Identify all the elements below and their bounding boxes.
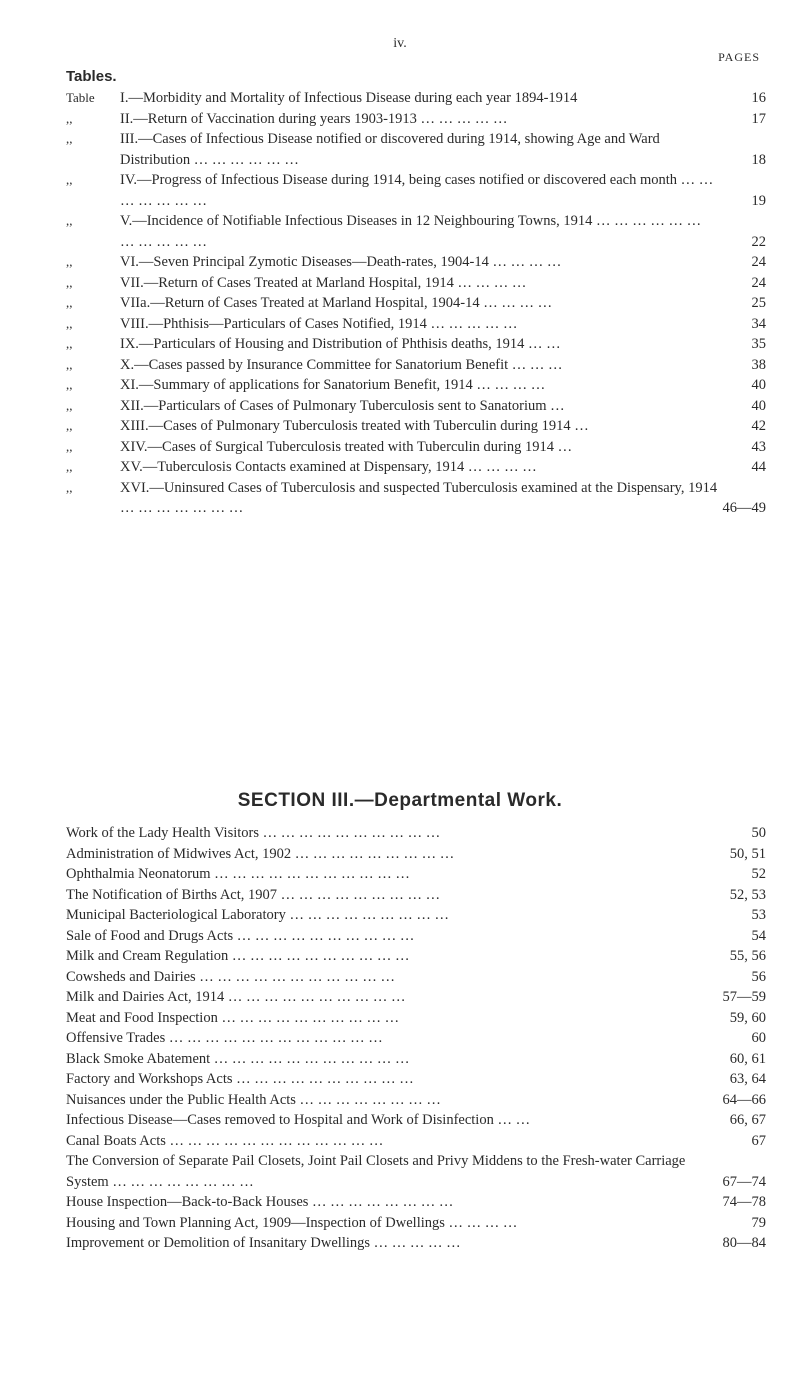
table-row [66, 170, 766, 211]
section-entry [66, 967, 766, 988]
section-list [66, 823, 766, 1254]
table-title: V.—Incidence of Notifiable Infectious Diseases in 12 Neighbouring Towns, 1914 … … … … … … … … … … … [120, 213, 702, 250]
section-entry-title: Milk and Cream Regulation … … … … … … … … … … [66, 948, 410, 964]
table-prefix: ,, [66, 315, 73, 331]
section-entry-page: 74—78 [722, 1194, 766, 1210]
section-entry-title: Canal Boats Acts … … … … … … … … … … … … [66, 1132, 384, 1149]
table-row [66, 211, 766, 252]
section-entry [66, 987, 766, 1008]
table-page: 18 [751, 151, 766, 168]
table-title: VIII.—Phthisis—Particulars of Cases Notified, 1914 … … … … … [120, 315, 518, 332]
table-row [66, 457, 766, 478]
table-row [66, 293, 766, 314]
table-page: 22 [751, 233, 766, 250]
table-row [66, 355, 766, 376]
section-heading: SECTION III.—Departmental Work. [237, 790, 563, 811]
section-entry-title: Black Smoke Abatement … … … … … … … … … … … [66, 1050, 410, 1067]
section-entry-title: Improvement or Demolition of Insanitary Dwellings … … … … … [66, 1235, 461, 1251]
table-title: VI.—Seven Principal Zymotic Diseases—Death-rates, 1904-14 … … … … [120, 254, 562, 270]
table-page: 46—49 [722, 500, 766, 516]
section-entry-page: 60, 61 [729, 1050, 766, 1067]
table-row [66, 334, 766, 355]
table-title: VIIa.—Return of Cases Treated at Marland Hospital, 1904-14 … … … … [120, 295, 553, 311]
table-title: XIV.—Cases of Surgical Tuberculosis treated with Tuberculin during 1914 … [120, 438, 573, 455]
table-prefix: ,, [66, 479, 73, 495]
table-row [66, 416, 766, 437]
table-prefix: ,, [66, 336, 73, 351]
section-entry [66, 1008, 766, 1029]
table-prefix: ,, [66, 459, 73, 474]
section-entry-title: Factory and Workshops Acts … … … … … … … … … … [66, 1071, 414, 1087]
tables-heading: Tables. [66, 68, 117, 85]
table-prefix: ,, [66, 356, 73, 372]
table-prefix: ,, [66, 131, 73, 146]
section-entry-page: 52 [751, 866, 766, 882]
table-row [66, 129, 766, 170]
table-prefix: ,, [66, 438, 73, 454]
section-entry [66, 1192, 766, 1213]
table-title: IV.—Progress of Infectious Disease during 1914, being cases notified or discovered each month … … … … … … … [120, 172, 714, 209]
table-row [66, 375, 766, 396]
table-page: 44 [751, 459, 766, 475]
section-entry-title: The Notification of Births Act, 1907 … … … … … … … … … [66, 886, 441, 903]
section-entry [66, 1213, 766, 1234]
table-row [66, 273, 766, 294]
section-entry-title: Cowsheds and Dairies … … … … … … … … … … … [66, 968, 396, 985]
section-entry [66, 1131, 766, 1152]
table-title: VII.—Return of Cases Treated at Marland Hospital, 1914 … … … … [120, 274, 527, 291]
section-entry [66, 1233, 766, 1254]
page-number: iv. [393, 36, 407, 51]
table-row [66, 437, 766, 458]
section-entry [66, 1110, 766, 1131]
table-title: IX.—Particulars of Housing and Distribution of Phthisis deaths, 1914 … … [120, 336, 561, 352]
table-prefix: ,, [66, 213, 73, 228]
section-entry-page: 64—66 [722, 1091, 766, 1108]
table-prefix: ,, [66, 418, 73, 433]
section-entry-title: Nuisances under the Public Health Acts … … … … … … … … [66, 1091, 441, 1108]
table-page: 35 [751, 336, 766, 352]
section-entry [66, 946, 766, 967]
section-entry-page: 56 [751, 968, 766, 985]
section-entry-title: Offensive Trades … … … … … … … … … … … … [66, 1030, 383, 1046]
section-entry-title: Municipal Bacteriological Laboratory … … … … … … … … … [66, 907, 449, 923]
section-entry [66, 1090, 766, 1111]
section-entry-title: Milk and Dairies Act, 1914 … … … … … … … … … … [66, 989, 406, 1005]
table-title: I.—Morbidity and Mortality of Infectious Disease during each year 1894-1914 [120, 90, 578, 106]
pages-column-heading: PAGES [718, 50, 760, 64]
table-prefix: ,, [66, 274, 73, 290]
table-row [66, 314, 766, 335]
table-row [66, 396, 766, 417]
table-page: 19 [751, 192, 766, 209]
table-prefix: ,, [66, 110, 73, 126]
table-row [66, 88, 766, 109]
section-entry-page: 55, 56 [729, 948, 766, 964]
table-title: XVI.—Uninsured Cases of Tuberculosis and suspected Tuberculosis examined at the Dispensary, 1914 … … … … … … … [120, 479, 718, 516]
table-page: 38 [751, 356, 766, 373]
section-entry [66, 885, 766, 906]
table-page: 42 [751, 418, 766, 434]
section-entry [66, 926, 766, 947]
section-entry-title: Administration of Midwives Act, 1902 … … … … … … … … … [66, 845, 455, 862]
section-entry-title: Housing and Town Planning Act, 1909—Inspection of Dwellings … … … … [66, 1214, 518, 1231]
section-entry-page: 50 [751, 825, 766, 841]
section-entry [66, 1069, 766, 1090]
table-prefix: Table [66, 90, 95, 105]
table-row [66, 109, 766, 130]
table-prefix: ,, [66, 377, 73, 392]
section-entry-title: The Conversion of Separate Pail Closets, Joint Pail Closets and Privy Middens to the Fresh-water Carriage System … … … … … … … … [66, 1153, 686, 1190]
section-entry [66, 1028, 766, 1049]
table-page: 40 [751, 377, 766, 393]
table-title: XII.—Particulars of Cases of Pulmonary Tuberculosis sent to Sanatorium … [120, 397, 565, 414]
section-entry-title: House Inspection—Back-to-Back Houses … … … … … … … … [66, 1194, 454, 1210]
table-title: XV.—Tuberculosis Contacts examined at Dispensary, 1914 … … … … [120, 459, 537, 475]
section-entry-page: 67—74 [722, 1173, 766, 1190]
section-entry [66, 1049, 766, 1070]
section-entry-title: Work of the Lady Health Visitors … … … … … … … … … … [66, 825, 441, 841]
section-entry-title: Meat and Food Inspection … … … … … … … … … … [66, 1009, 400, 1026]
table-page: 24 [751, 254, 766, 270]
tables-list [66, 88, 766, 519]
table-prefix: ,, [66, 397, 73, 413]
section-entry [66, 844, 766, 865]
section-entry-page: 79 [751, 1214, 766, 1231]
section-entry-page: 54 [751, 927, 766, 944]
section-entry-page: 60 [751, 1030, 766, 1046]
section-entry-page: 57—59 [722, 989, 766, 1005]
section-entry-title: Infectious Disease—Cases removed to Hospital and Work of Disinfection … … [66, 1112, 531, 1128]
table-page: 34 [751, 315, 766, 332]
table-page: 43 [751, 438, 766, 455]
table-prefix: ,, [66, 295, 73, 310]
table-page: 16 [751, 90, 766, 106]
table-title: XIII.—Cases of Pulmonary Tuberculosis treated with Tuberculin during 1914 … [120, 418, 589, 434]
table-row [66, 252, 766, 273]
section-entry-page: 80—84 [722, 1235, 766, 1251]
table-page: 25 [751, 295, 766, 311]
table-prefix: ,, [66, 172, 73, 187]
section-entry-page: 53 [751, 907, 766, 923]
table-title: X.—Cases passed by Insurance Committee for Sanatorium Benefit … … … [120, 356, 563, 373]
section-entry-page: 59, 60 [729, 1009, 766, 1026]
table-page: 17 [751, 110, 766, 127]
section-entry [66, 905, 766, 926]
section-entry-page: 66, 67 [729, 1112, 766, 1128]
section-entry-title: Ophthalmia Neonatorum … … … … … … … … … … … [66, 866, 410, 882]
section-entry [66, 823, 766, 844]
table-title: XI.—Summary of applications for Sanatorium Benefit, 1914 … … … … [120, 377, 546, 393]
table-title: II.—Return of Vaccination during years 1903-1913 … … … … … [120, 110, 508, 127]
table-page: 40 [751, 397, 766, 414]
table-title: III.—Cases of Infectious Disease notified or discovered during 1914, showing Age and Ward Distribution … … … … … … [120, 131, 660, 168]
section-entry-page: 52, 53 [729, 886, 766, 903]
section-entry-title: Sale of Food and Drugs Acts … … … … … … … … … … [66, 927, 415, 944]
section-entry [66, 864, 766, 885]
section-entry [66, 1151, 766, 1192]
table-page: 24 [751, 274, 766, 291]
section-entry-page: 67 [751, 1132, 766, 1149]
section-entry-page: 63, 64 [729, 1071, 766, 1087]
section-entry-page: 50, 51 [729, 845, 766, 862]
table-prefix: ,, [66, 254, 73, 269]
table-row [66, 478, 766, 519]
